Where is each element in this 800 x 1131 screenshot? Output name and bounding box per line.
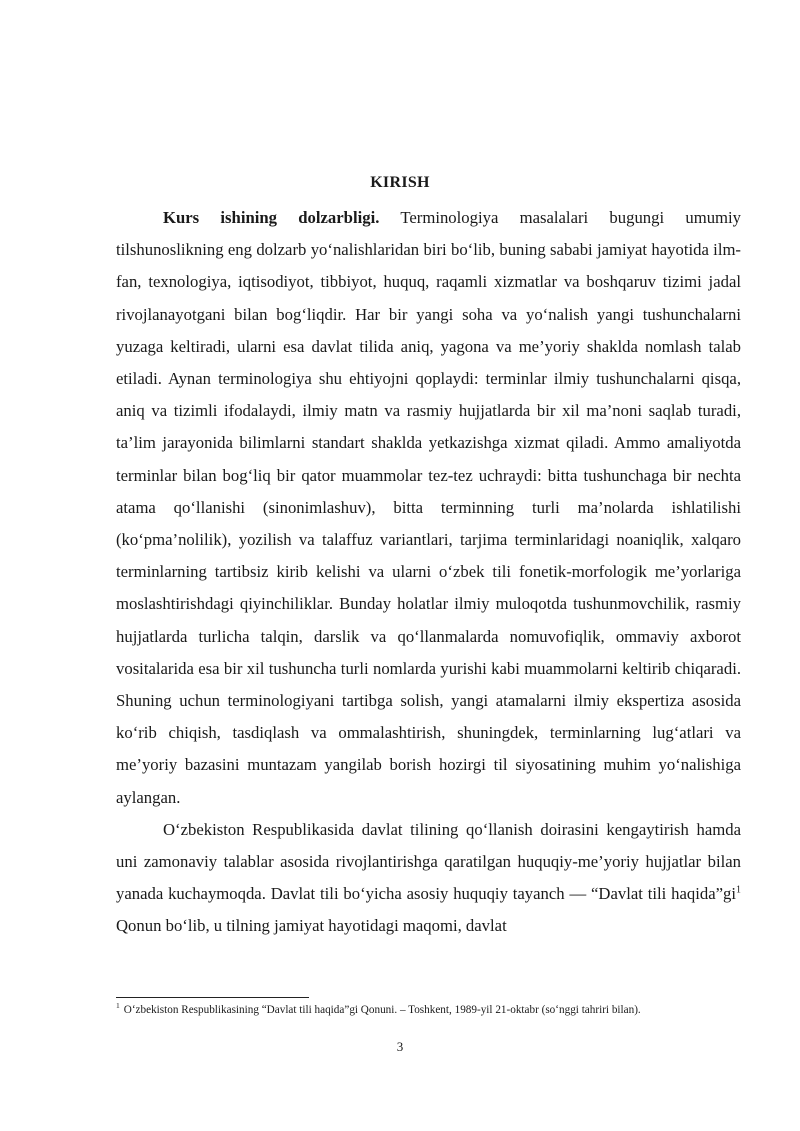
- paragraph-text: Terminologiya masalalari bugungi umumiy tilshunoslikning eng dolzarb yo‘nalishlaridan biri bo‘lib, buning sababi jamiyat hayotida ilm-fan, texnologiya, iqtisodiyot, tibbiyot, huquq, raqamli xizmatlar va boshqaruv tizimi jadal rivojlanayotgani bilan bog‘liqdir. Har bir yangi soha va yo‘nalish yangi tushunchalarni yuzaga keltiradi, ularni esa davlat tilida aniq, yagona va me’yoriy shaklda nomlash talab etiladi. Aynan terminologiya shu ehtiyojni qoplaydi: terminlar ilmiy tushunchalarni qisqa, aniq va tizimli ifodalaydi, ilmiy matn va rasmiy hujjatlarda bir xil ma’noni saqlab turadi, ta’lim jarayonida bilimlarni standart shaklda yetkazishga xizmat qiladi. Ammo amaliyotda terminlar bilan bog‘liq bir qator muammolar tez-tez uchraydi: bitta tushunchaga bir nechta atama qo‘llanishi (sinonimlashuv), bitta terminning turli ma’nolarda ishlatilishi (ko‘pma’nolilik), yozilish va talaffuz variantlari, tarjima terminlaridagi noaniqlik, xalqaro terminlarning tartibsiz kirib kelishi va ularni o‘zbek tili fonetik-morfologik me’yorlariga moslashtirishdagi qiyinchiliklar. Bunday holatlar ilmiy muloqotda tushunmovchilik, rasmiy hujjatlarda turlicha talqin, darslik va qo‘llanmalarda nomuvofiqlik, ommaviy axborot vositalarida esa bir xil tushuncha turli nomlarda yurishi kabi muammolarni keltirib chiqaradi. Shuning uchun terminologiyani tartibga solish, yangi atamalarni ilmiy ekspertiza asosida ko‘rib chiqish, tasdiqlash va ommalashtirish, shuningdek, terminlarning lug‘atlari va me’yoriy bazasini muntazam yangilab borish hozirgi til siyosatining muhim yo‘nalishiga aylangan.: [116, 208, 741, 807]
- paragraph-legal-basis: [116, 814, 741, 943]
- body-text: [116, 202, 741, 943]
- footnote-reference[interactable]: 1: [736, 884, 741, 896]
- paragraph-text: O‘zbekiston Respublikasida davlat tilining qo‘llanish doirasini kengaytirish hamda uni zamonaviy talablar asosida rivojlantirishga qaratilgan huquqiy-me’yoriy hujjatlar bilan yanada kuchaymoqda. Davlat tili bo‘yicha asosiy huquqiy tayanch — “Davlat tili haqida”gi: [116, 819, 741, 904]
- footnote: [116, 1003, 741, 1018]
- footnote-text: O‘zbekiston Respublikasining “Davlat tili haqida”gi Qonuni. – Toshkent, 1989-yil 21-oktabr (so‘nggi tahriri bilan).: [123, 1004, 641, 1016]
- paragraph-text: Qonun bo‘lib, u tilning jamiyat hayotidagi maqomi, davlat: [116, 916, 507, 936]
- paragraph-relevance: [116, 202, 741, 814]
- page-number: 3: [396, 1039, 404, 1054]
- section-heading: KIRISH: [370, 174, 430, 191]
- footnote-marker: 1: [116, 1001, 120, 1011]
- footnote-divider: [116, 997, 309, 998]
- paragraph-lead: Kurs ishining dolzarbligi.: [163, 208, 380, 227]
